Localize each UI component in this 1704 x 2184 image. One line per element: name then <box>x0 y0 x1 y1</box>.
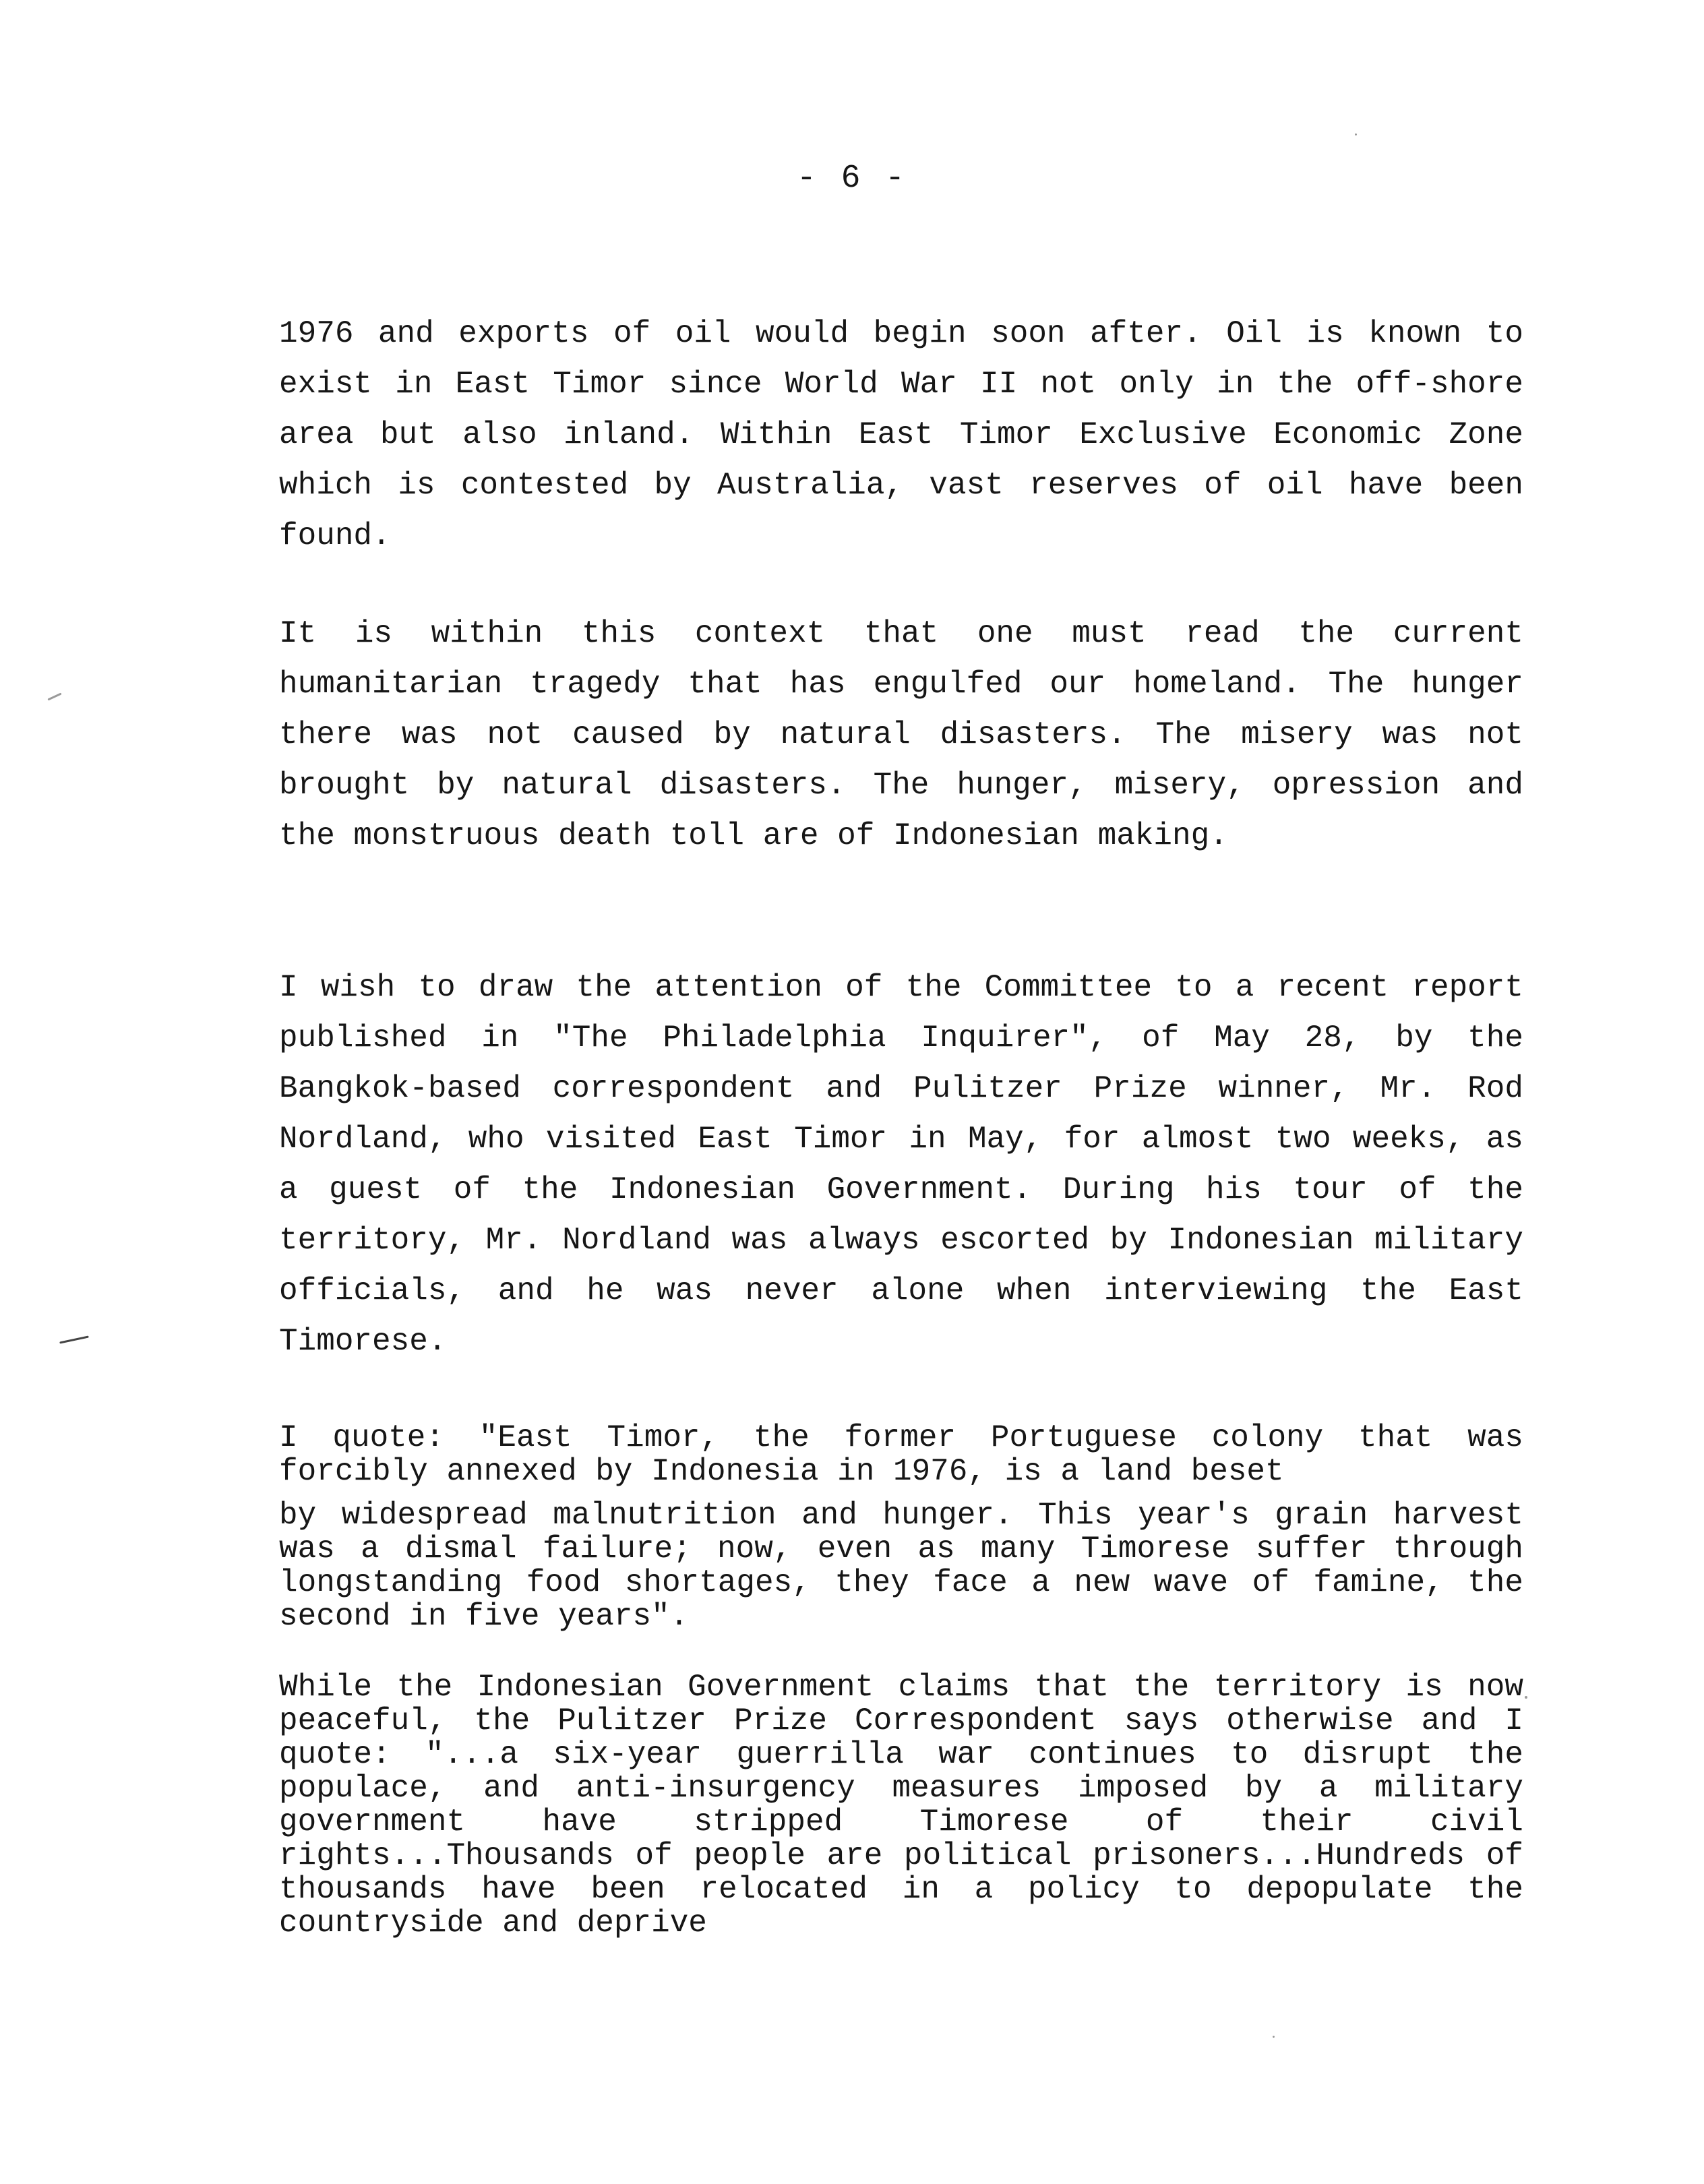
scan-speck <box>1273 2036 1275 2038</box>
scan-speck <box>1525 1696 1527 1699</box>
paragraph-quote-famine: by widespread malnutrition and hunger. This year's grain harvest was a dismal failure; now, even as many Timorese suffer through longstanding food shortages, they face a new wave of famine, the second in five years". <box>279 1498 1523 1634</box>
paragraph-humanitarian-tragedy: It is within this context that one must read the current humanitarian tragedy that has engulfed our homeland. The hunger there was not caused by natural disasters. The misery was not brought by natural disasters. The hunger, misery, opression and the monstruous death toll are of Indonesian making. <box>279 616 1523 853</box>
page-number: - 6 - <box>796 160 908 197</box>
paragraph-inquirer-report: I wish to draw the attention of the Committee to a recent report published in "The Philadelphia Inquirer", of May 28, by the Bangkok-based correspondent and Pulitzer Prize winner, Mr. Rod Nordland, who visited East Timor in May, for almost two weeks, as a guest of the Indonesian Government. During his tour of the territory, Mr. Nordland was always escorted by Indonesian military officials, and he was never alone when interviewing the East Timorese. <box>279 970 1523 1359</box>
paragraph-guerrilla-war: While the Indonesian Government claims that the territory is now peaceful, the Pulitzer Prize Correspondent says otherwise and I quote: "...a six-year guerrilla war continues to disrupt the populace, and anti-insurgency measures imposed by a military government have stripped Timorese of their civil rights...Thousands of people are political prisoners...Hundreds of thousands have been relocated in a policy to depopulate the countryside and deprive <box>279 1670 1523 1941</box>
scan-speck <box>59 1335 89 1343</box>
scan-speck <box>1355 133 1357 135</box>
paragraph-quote-east-timor: I quote: "East Timor, the former Portuguese colony that was forcibly annexed by Indonesia in 1976, is a land beset <box>279 1420 1523 1489</box>
scan-speck <box>47 692 61 700</box>
paragraph-oil-exports: 1976 and exports of oil would begin soon after. Oil is known to exist in East Timor since World War II not only in the off-shore area but also inland. Within East Timor Exclusive Economic Zone which is contested by Australia, vast reserves of oil have been found. <box>279 316 1523 553</box>
